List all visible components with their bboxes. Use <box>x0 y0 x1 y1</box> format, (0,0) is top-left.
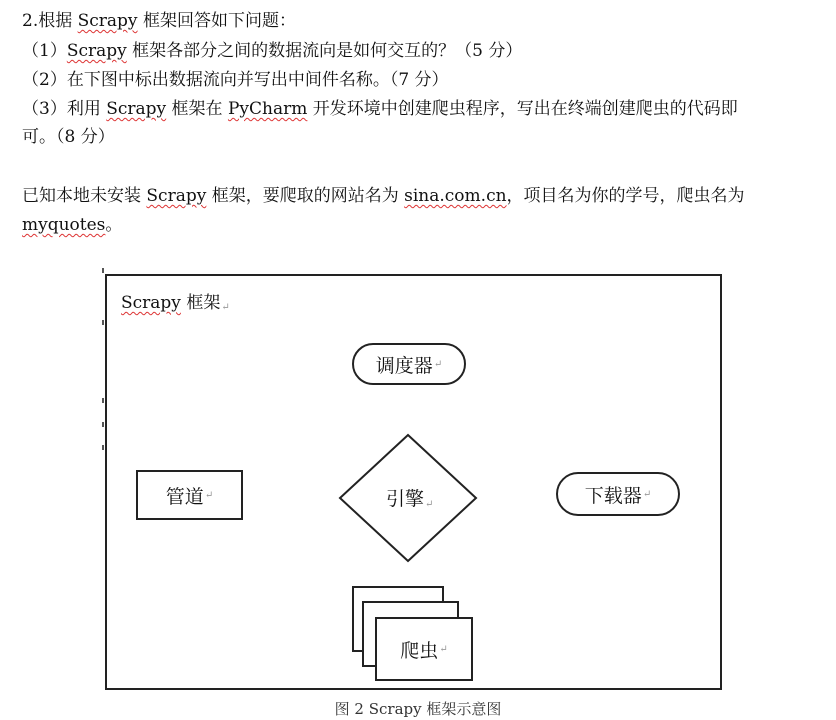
engine-node-label: 引擎↵ <box>386 488 434 510</box>
margin-mark <box>102 422 104 427</box>
question-title: 2.根据 Scrapy 框架回答如下问题： <box>22 11 296 31</box>
margin-mark <box>102 268 104 273</box>
margin-mark <box>102 320 104 325</box>
figure-caption: 图 2 Scrapy 框架示意图 <box>334 700 502 718</box>
question-part-2: （2）在下图中标出数据流向并写出中间件名称。（7 分） <box>22 70 449 90</box>
question-part-3: （3）利用 Scrapy 框架在 PyCharm 开发环境中创建爬虫程序，写出在终端创建爬虫的代码即 <box>22 99 738 119</box>
question-part-1: （1）Scrapy 框架各部分之间的数据流向是如何交互的？（5 分） <box>22 41 523 61</box>
scheduler-node: 调度器 ↵ <box>352 343 466 385</box>
question-part-3-continued: 可。（8 分） <box>22 127 115 147</box>
context-line-1: 已知本地未安装 Scrapy 框架，要爬取的网站名为 sina.com.cn，项目名为你的学号，爬虫名为 <box>22 186 745 206</box>
margin-mark <box>102 398 104 403</box>
diagram-frame-label: Scrapy 框架↵ <box>121 293 230 313</box>
pipeline-node: 管道 ↵ <box>136 470 243 520</box>
spider-node: 爬虫 ↵ <box>375 617 473 681</box>
context-line-2: myquotes。 <box>22 215 123 235</box>
margin-mark <box>102 445 104 450</box>
downloader-node: 下载器 ↵ <box>556 472 680 516</box>
